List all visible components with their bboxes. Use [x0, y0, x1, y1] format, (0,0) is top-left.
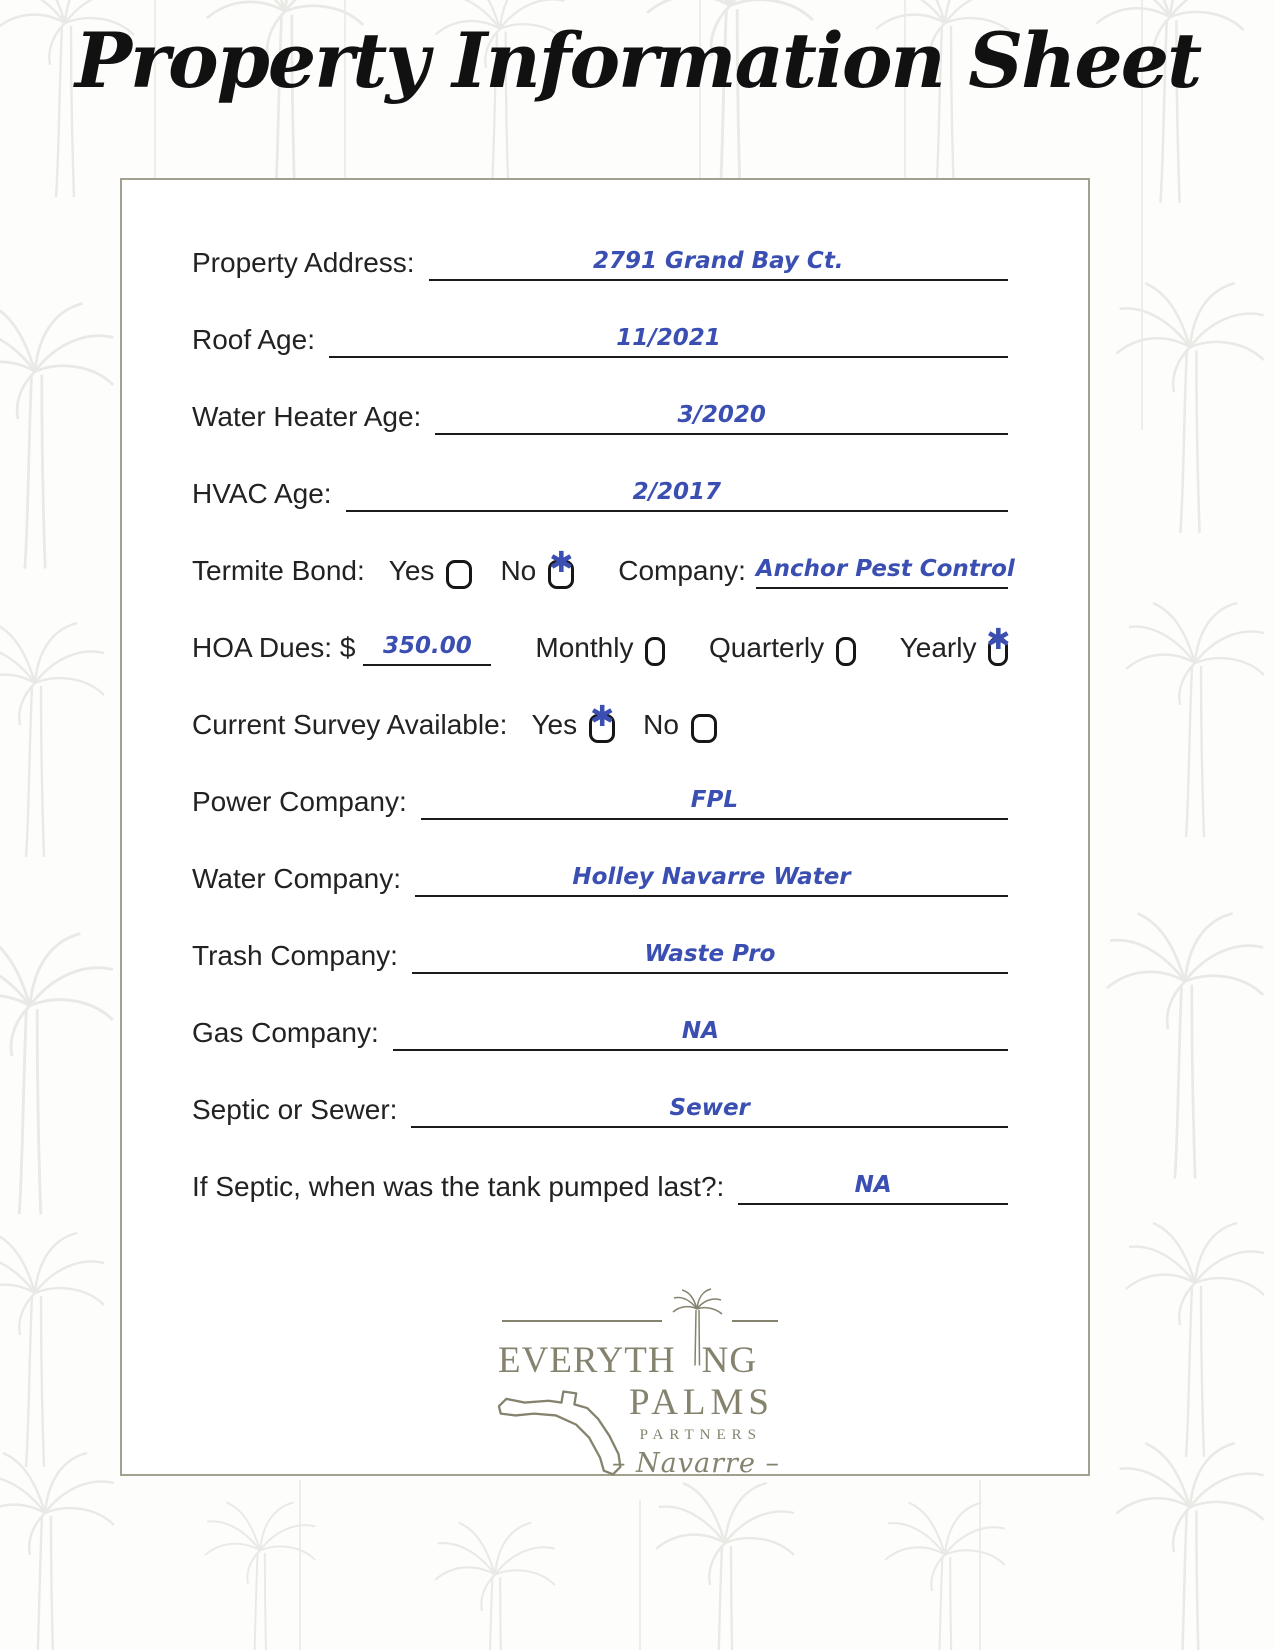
hoa-amount-value: 350.00: [383, 633, 472, 659]
form-row-gas-company: [192, 974, 1008, 1051]
hoa-yearly-label: Yearly: [899, 632, 977, 663]
logo-right-rule: [732, 1320, 778, 1322]
form-row-current-survey: [192, 666, 1008, 743]
water-heater-age-label: Water Heater Age:: [192, 401, 422, 432]
logo-everything-word: [498, 1342, 757, 1379]
hvac-age-input-line[interactable]: [346, 472, 1008, 512]
termite-yes-checkbox[interactable]: [446, 560, 472, 589]
form-row-termite-bond: [192, 512, 1015, 589]
power-company-value: FPL: [690, 787, 738, 813]
form-row-septic-pumped: [192, 1128, 1008, 1205]
gas-company-label: Gas Company:: [192, 1017, 379, 1048]
water-company-value: Holley Navarre Water: [572, 864, 851, 890]
hoa-quarterly-label: Quarterly: [708, 632, 825, 663]
water-heater-age-input-line[interactable]: [435, 395, 1008, 435]
termite-no-label: No: [500, 555, 537, 586]
survey-no-checkbox[interactable]: [691, 714, 717, 743]
company-logo: [468, 1282, 808, 1492]
check-mark: ✱: [589, 699, 615, 733]
form-row-water-company: [192, 820, 1008, 897]
form-row-power-company: [192, 743, 1008, 820]
hoa-amount-input-line[interactable]: [363, 626, 491, 666]
form-row-hoa-dues: [192, 589, 1011, 666]
power-company-label: Power Company:: [192, 786, 407, 817]
current-survey-label: Current Survey Available:: [192, 709, 508, 740]
logo-left-rule: [502, 1320, 662, 1322]
gas-company-input-line[interactable]: [393, 1011, 1008, 1051]
property-address-input-line[interactable]: [429, 241, 1008, 281]
termite-bond-label: Termite Bond:: [192, 555, 365, 586]
termite-company-label: Company:: [618, 555, 746, 586]
property-address-label: Property Address:: [192, 247, 415, 278]
roof-age-input-line[interactable]: [329, 318, 1008, 358]
septic-or-sewer-value: Sewer: [669, 1095, 750, 1121]
florida-outline-icon: [492, 1386, 642, 1478]
trash-company-value: Waste Pro: [644, 941, 776, 967]
termite-company-value: Anchor Pest Control: [755, 556, 1015, 582]
survey-yes-label: Yes: [531, 709, 578, 740]
logo-palms-word: PALMS: [629, 1382, 774, 1423]
check-mark: ✱: [986, 622, 1011, 656]
hoa-dues-label: HOA Dues: $: [192, 632, 356, 663]
septic-or-sewer-input-line[interactable]: [411, 1088, 1008, 1128]
hvac-age-label: HVAC Age:: [192, 478, 332, 509]
septic-or-sewer-label: Septic or Sewer:: [192, 1094, 398, 1125]
form-row-hvac-age: [192, 435, 1008, 512]
form-row-trash-company: [192, 897, 1008, 974]
termite-no-checkbox[interactable]: [548, 545, 574, 589]
hvac-age-value: 2/2017: [632, 479, 721, 505]
hoa-monthly-checkbox[interactable]: [645, 637, 665, 666]
survey-yes-checkbox[interactable]: [589, 699, 615, 743]
check-mark: ✱: [549, 545, 574, 579]
water-company-input-line[interactable]: [415, 857, 1008, 897]
form-row-property-address: [192, 204, 1008, 281]
septic-pumped-input-line[interactable]: [738, 1165, 1008, 1205]
gas-company-value: NA: [681, 1018, 719, 1044]
termite-company-input-line[interactable]: [755, 549, 1015, 589]
form-row-septic-or-sewer: [192, 1051, 1008, 1128]
termite-yes-label: Yes: [388, 555, 435, 586]
logo-navarre-word: – Navarre –: [611, 1448, 780, 1479]
hoa-monthly-label: Monthly: [535, 632, 634, 663]
roof-age-value: 11/2021: [616, 325, 721, 351]
trash-company-label: Trash Company:: [192, 940, 398, 971]
logo-word-right: NG: [701, 1340, 758, 1381]
logo-word-left: EVERYTH: [498, 1340, 676, 1381]
property-address-value: 2791 Grand Bay Ct.: [592, 248, 844, 274]
survey-no-label: No: [643, 709, 679, 740]
trash-company-input-line[interactable]: [412, 934, 1008, 974]
hoa-quarterly-checkbox[interactable]: [836, 637, 856, 666]
hoa-yearly-checkbox[interactable]: [986, 622, 1011, 666]
form-row-water-heater-age: [192, 358, 1008, 435]
form-row-roof-age: [192, 281, 1008, 358]
page-title: Property Information Sheet: [74, 16, 1201, 105]
water-heater-age-value: 3/2020: [677, 402, 766, 428]
water-company-label: Water Company:: [192, 863, 402, 894]
logo-partners-word: PARTNERS: [639, 1427, 762, 1443]
power-company-input-line[interactable]: [421, 780, 1008, 820]
roof-age-label: Roof Age:: [192, 324, 315, 355]
septic-pumped-label: If Septic, when was the tank pumped last?:: [192, 1171, 725, 1202]
septic-pumped-value: NA: [854, 1172, 892, 1198]
